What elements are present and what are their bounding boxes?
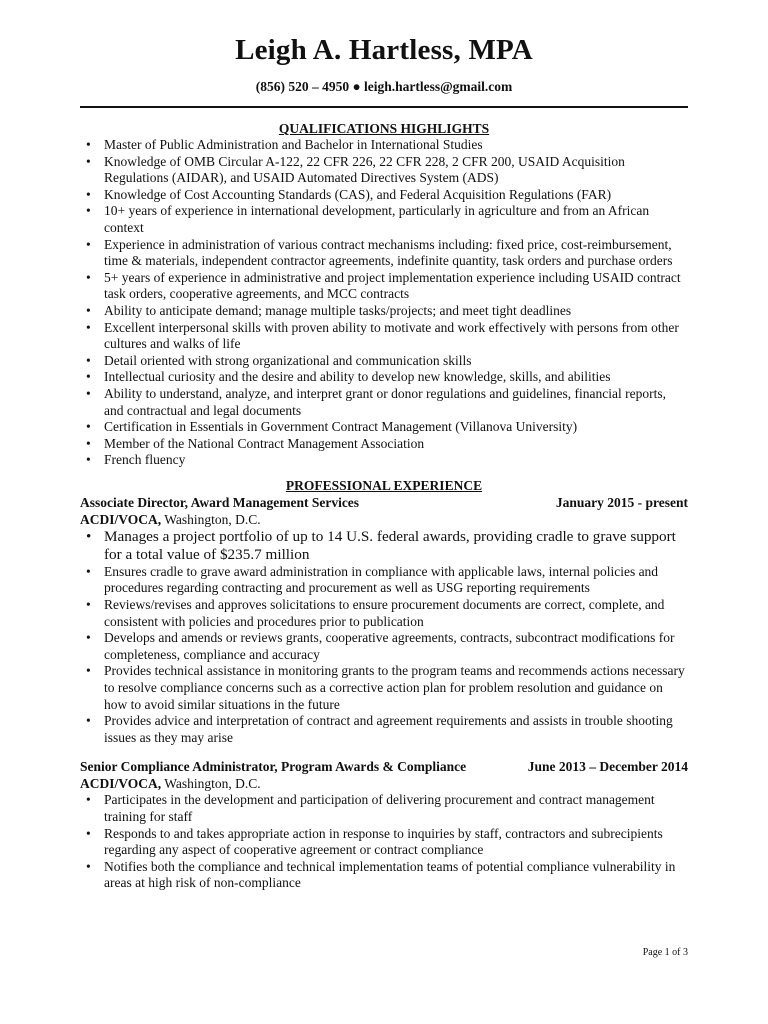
list-item: • Member of the National Contract Management Association <box>80 436 688 453</box>
list-item: • Master of Public Administration and Bachelor in International Studies <box>80 137 688 154</box>
list-item: • Excellent interpersonal skills with proven ability to motivate and work effectively with persons from other cultures and walks of life <box>80 320 688 353</box>
org-name: ACDI/VOCA, <box>80 776 162 792</box>
job-dates: June 2013 – December 2014 <box>527 759 688 775</box>
job-duties-list <box>80 792 688 892</box>
job-title: Associate Director, Award Management Services <box>80 494 360 510</box>
org-location: Washington, D.C. <box>161 776 261 792</box>
list-item: • Ability to understand, analyze, and interpret grant or donor regulations and guidelines, financial reports, and contractual and legal documents <box>80 386 688 419</box>
list-item: • Ensures cradle to grave award administration in compliance with applicable laws, internal policies and procedures regarding contracting and procurement as well as USG reporting requirements <box>80 564 688 597</box>
resume-content <box>80 120 688 892</box>
experience-title: PROFESSIONAL EXPERIENCE <box>285 477 483 493</box>
job-duties-list <box>80 528 688 747</box>
list-item: • Knowledge of Cost Accounting Standards (CAS), and Federal Acquisition Regulations (FAR) <box>80 187 688 204</box>
list-item: • Provides technical assistance in monitoring grants to the program teams and recommends actions necessary to resolve compliance concerns such as a corrective action plan for problem resolution and guidance on how to avoid similar situations in the future <box>80 663 688 713</box>
list-item: • Reviews/revises and approves solicitations to ensure procurement documents are correct, complete, and consistent with policies and procedures prior to publication <box>80 597 688 630</box>
job-title: Senior Compliance Administrator, Program Awards & Compliance <box>80 759 467 775</box>
list-item: • Notifies both the compliance and technical implementation teams of potential compliance vulnerability in areas at high risk of non-compliance <box>80 859 688 892</box>
qualifications-title: QUALIFICATIONS HIGHLIGHTS <box>278 121 490 136</box>
list-item: • Provides advice and interpretation of contract and agreement requirements and assists in trouble shooting issues as they may arise <box>80 713 688 746</box>
job-dates: January 2015 - present <box>555 494 688 510</box>
list-item: • French fluency <box>80 452 688 469</box>
list-item: • Manages a project portfolio of up to 14 U.S. federal awards, providing cradle to grave support for a total value of $235.7 million <box>80 528 688 564</box>
list-item: • Ability to anticipate demand; manage multiple tasks/projects; and meet tight deadlines <box>80 303 688 320</box>
job-organization <box>80 775 688 792</box>
list-item: • Intellectual curiosity and the desire and ability to develop new knowledge, skills, and abilities <box>80 369 688 386</box>
org-location: Washington, D.C. <box>161 511 261 527</box>
contact-line: (856) 520 – 4950 ● leigh.hartless@gmail.com <box>255 79 513 94</box>
list-item: • Develops and amends or reviews grants, cooperative agreements, contracts, subcontract modifications for completeness, compliance and accuracy <box>80 630 688 663</box>
job-organization <box>80 511 688 528</box>
org-name: ACDI/VOCA, <box>80 511 162 527</box>
header-divider <box>80 106 688 108</box>
candidate-name: Leigh A. Hartless, MPA <box>235 34 533 66</box>
page-number: Page 1 of 3 <box>642 947 688 958</box>
list-item: • Certification in Essentials in Government Contract Management (Villanova University) <box>80 419 688 436</box>
list-item: • 10+ years of experience in international development, particularly in agriculture and from an African context <box>80 203 688 236</box>
job-heading <box>80 758 688 775</box>
list-item: • Knowledge of OMB Circular A-122, 22 CFR 226, 22 CFR 228, 2 CFR 200, USAID Acquisition Regulations (AIDAR), and USAID Automated Directives System (ADS) <box>80 154 688 187</box>
job-heading <box>80 494 688 511</box>
list-item: • Responds to and takes appropriate action in response to inquiries by staff, contractors and subrecipients regarding any aspect of cooperative agreement or contract compliance <box>80 826 688 859</box>
qualifications-list <box>80 137 688 469</box>
list-item: • Detail oriented with strong organizational and communication skills <box>80 353 688 370</box>
list-item: • Experience in administration of various contract mechanisms including: fixed price, cost-reimbursement, time & materials, independent contractor agreements, indefinite quantity, task orders and purchase orders <box>80 237 688 270</box>
list-item: • 5+ years of experience in administrative and project implementation experience including USAID contract task orders, cooperative agreements, and MCC contracts <box>80 270 688 303</box>
list-item: • Participates in the development and participation of delivering procurement and contract management training for staff <box>80 792 688 825</box>
